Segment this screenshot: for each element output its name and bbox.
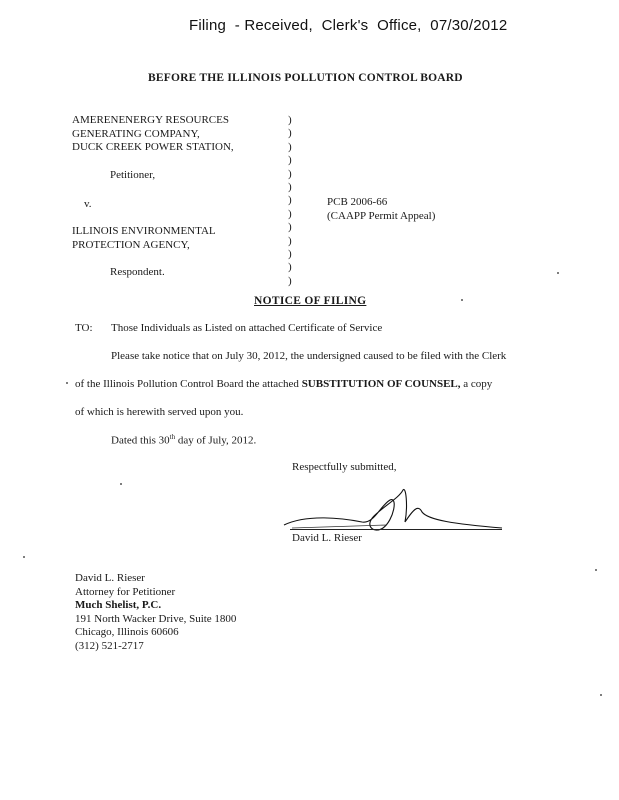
body-line-3: of which is herewith served upon you. xyxy=(75,406,244,418)
board-title: BEFORE THE ILLINOIS POLLUTION CONTROL BOARD xyxy=(148,72,463,84)
case-type: (CAAPP Permit Appeal) xyxy=(327,210,436,222)
paren: ) xyxy=(288,154,292,167)
caption-parentheses xyxy=(288,114,292,288)
signer-firm: Much Shelist, P.C. xyxy=(75,599,162,612)
petitioner-line: GENERATING COMPANY, xyxy=(72,127,200,140)
versus-label: v. xyxy=(84,198,92,210)
body-line-2-tail: a copy xyxy=(460,378,493,390)
paren: ) xyxy=(288,167,292,180)
paren: ) xyxy=(288,234,292,247)
body-line-2-text: of the Illinois Pollution Control Board the attached xyxy=(75,378,302,390)
signature-line xyxy=(290,529,502,530)
to-label: TO: xyxy=(75,322,93,334)
paren: ) xyxy=(288,261,292,274)
signer-name: David L. Rieser xyxy=(75,572,145,584)
scan-speck xyxy=(600,694,602,696)
paren: ) xyxy=(288,247,292,260)
document-title: SUBSTITUTION OF COUNSEL, xyxy=(301,378,461,390)
signature-name: David L. Rieser xyxy=(292,532,362,544)
paren: ) xyxy=(288,140,292,153)
respondent-name xyxy=(72,225,216,252)
signer-block xyxy=(75,572,236,654)
paren: ) xyxy=(288,221,292,234)
scan-speck xyxy=(557,272,559,274)
scan-speck xyxy=(461,299,463,301)
paren: ) xyxy=(288,194,292,207)
notice-title: NOTICE OF FILING xyxy=(254,295,367,307)
dated-prefix: Dated this 30 xyxy=(111,434,170,447)
dated-line xyxy=(111,433,256,447)
scan-speck xyxy=(23,556,25,558)
paren: ) xyxy=(288,114,292,126)
filing-stamp: Filing - Received, Clerk's Office, 07/30/2012 xyxy=(189,17,508,34)
petitioner-line: AMERENENERGY RESOURCES xyxy=(72,114,229,126)
petitioner-label: Petitioner, xyxy=(110,169,156,181)
paren: ) xyxy=(288,180,292,193)
respondent-line: PROTECTION AGENCY, xyxy=(72,238,190,251)
signer-role: Attorney for Petitioner xyxy=(75,585,176,598)
closing-text: Respectfully submitted, xyxy=(292,461,397,473)
respondent-label: Respondent. xyxy=(110,266,165,278)
body-line-1: Please take notice that on July 30, 2012, the undersigned caused to be filed with the Clerk xyxy=(111,350,507,362)
respondent-line: ILLINOIS ENVIRONMENTAL xyxy=(72,225,216,237)
to-recipients: Those Individuals as Listed on attached Certificate of Service xyxy=(111,322,383,334)
scan-speck xyxy=(66,382,68,384)
dated-suffix: day of July, 2012. xyxy=(175,434,257,447)
paren: ) xyxy=(288,127,292,140)
petitioner-name xyxy=(72,114,234,155)
paren: ) xyxy=(288,274,292,287)
signer-phone: (312) 521-2717 xyxy=(75,639,144,652)
scan-speck xyxy=(595,569,597,571)
petitioner-line: DUCK CREEK POWER STATION, xyxy=(72,141,234,154)
dated-suffix-sup: th xyxy=(169,433,176,441)
case-number: PCB 2006-66 xyxy=(327,196,388,208)
signer-address-2: Chicago, Illinois 60606 xyxy=(75,626,179,639)
scan-speck xyxy=(120,483,122,485)
paren: ) xyxy=(288,207,292,220)
body-line-2 xyxy=(75,378,492,390)
signer-address-1: 191 North Wacker Drive, Suite 1800 xyxy=(75,612,237,625)
